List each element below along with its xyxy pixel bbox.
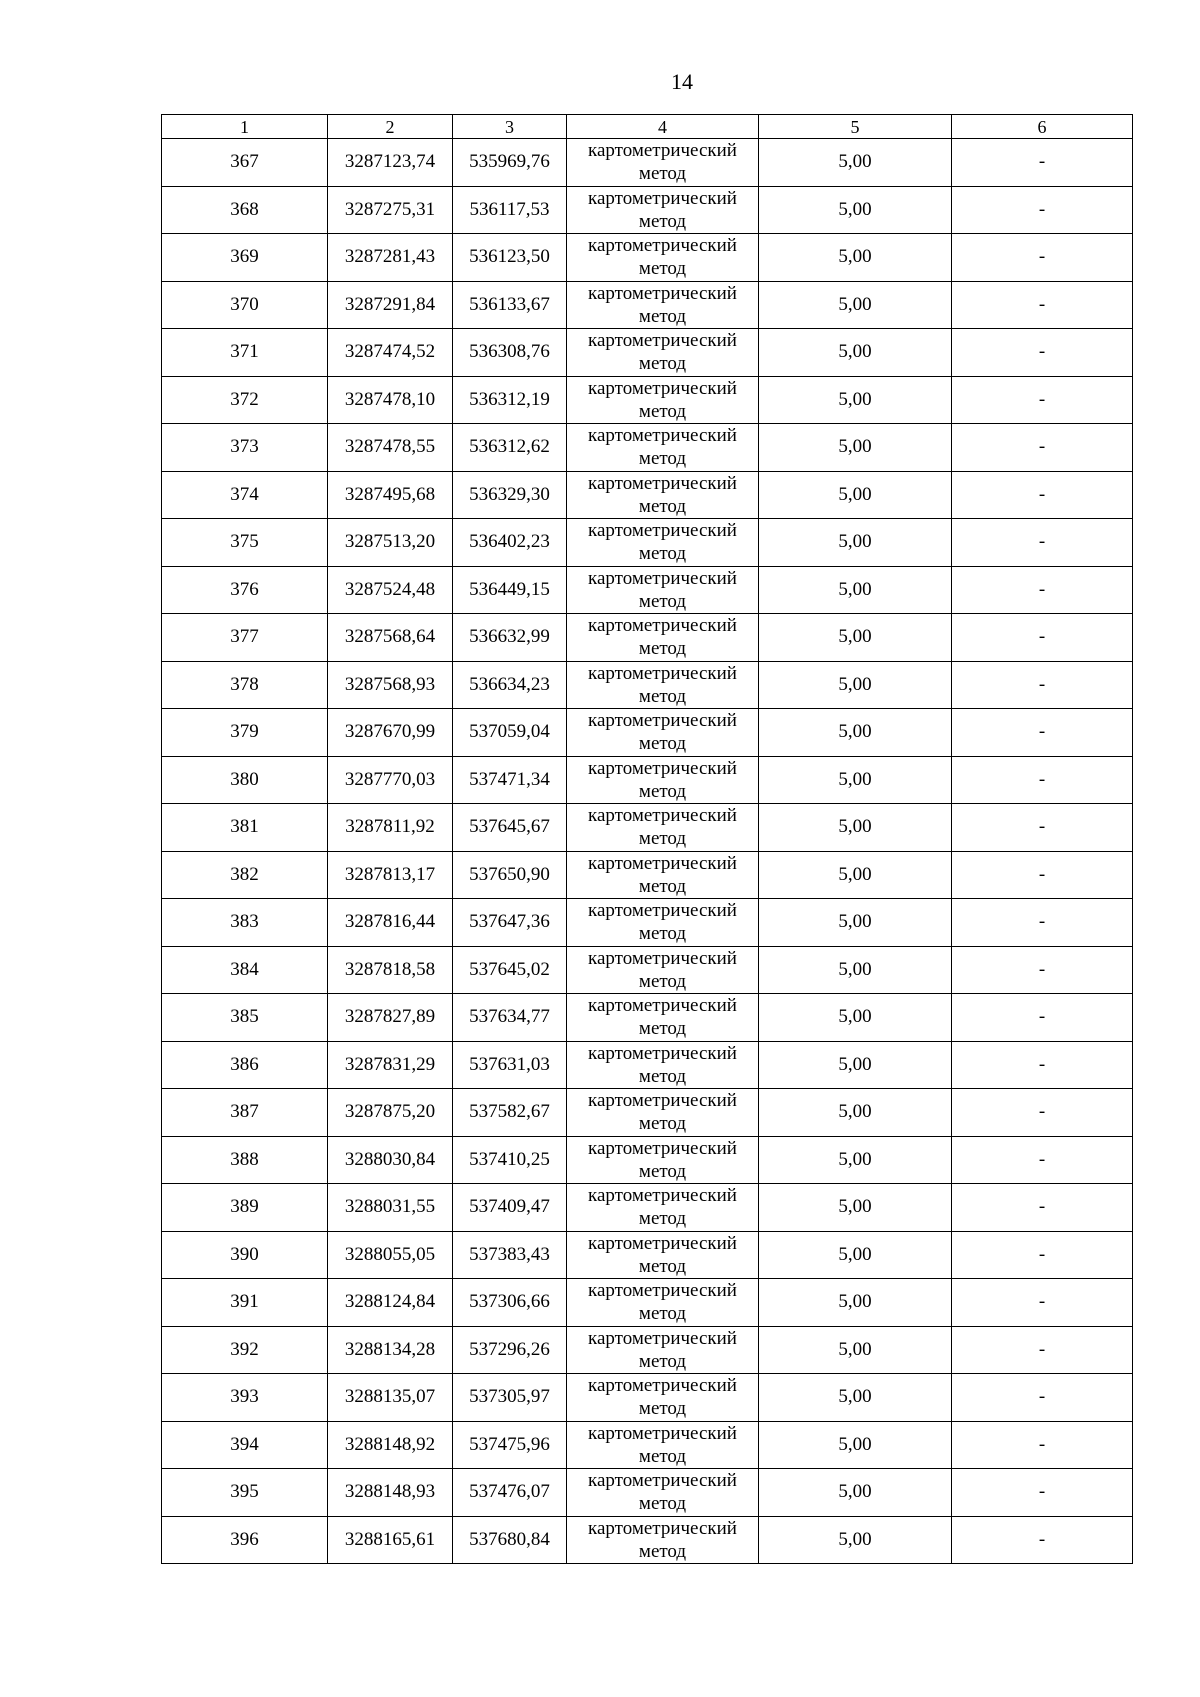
y-coordinate-cell: 536449,15 [453,566,567,614]
method-line1: картометрический [588,805,737,827]
point-number-cell: 391 [162,1279,328,1327]
method-line2: метод [638,400,687,422]
accuracy-cell: 5,00 [759,1516,952,1564]
y-coordinate-cell: 537475,96 [453,1421,567,1469]
table-row [162,424,1133,472]
column-header: 3 [453,115,567,139]
method-line1: картометрический [588,425,737,447]
y-coordinate-cell: 536308,76 [453,329,567,377]
method-line1: картометрический [588,1375,737,1397]
x-coordinate-cell: 3287291,84 [328,281,453,329]
point-number-cell: 390 [162,1231,328,1279]
x-coordinate-cell: 3288124,84 [328,1279,453,1327]
note-cell: - [952,471,1133,519]
column-header: 4 [567,115,759,139]
method-cell [567,899,759,947]
note-cell: - [952,519,1133,567]
method-line1: картометрический [588,330,737,352]
method-cell [567,1184,759,1232]
accuracy-cell: 5,00 [759,1136,952,1184]
table-row [162,1279,1133,1327]
accuracy-cell: 5,00 [759,661,952,709]
note-cell: - [952,376,1133,424]
method-line2: метод [638,1493,687,1515]
table-row [162,566,1133,614]
method-cell [567,1231,759,1279]
method-line1: картометрический [588,1517,737,1539]
method-line2: метод [638,258,687,280]
table-row [162,1231,1133,1279]
method-line2: метод [638,305,687,327]
method-line1: картометрический [588,852,737,874]
method-line2: метод [638,1255,687,1277]
method-line1: картометрический [588,995,737,1017]
method-line1: картометрический [588,1232,737,1254]
method-line1: картометрический [588,662,737,684]
table-header-row [162,115,1133,139]
method-cell [567,1421,759,1469]
method-cell [567,994,759,1042]
table-row [162,851,1133,899]
table-row [162,804,1133,852]
note-cell: - [952,899,1133,947]
point-number-cell: 392 [162,1326,328,1374]
method-cell [567,234,759,282]
y-coordinate-cell: 537305,97 [453,1374,567,1422]
accuracy-cell: 5,00 [759,899,952,947]
point-number-cell: 388 [162,1136,328,1184]
note-cell: - [952,946,1133,994]
method-line2: метод [638,733,687,755]
method-line1: картометрический [588,567,737,589]
point-number-cell: 393 [162,1374,328,1422]
coordinates-table [161,114,1133,1564]
x-coordinate-cell: 3287670,99 [328,709,453,757]
x-coordinate-cell: 3287478,10 [328,376,453,424]
method-cell [567,1279,759,1327]
note-cell: - [952,186,1133,234]
y-coordinate-cell: 537059,04 [453,709,567,757]
accuracy-cell: 5,00 [759,139,952,187]
method-line2: метод [638,163,687,185]
point-number-cell: 378 [162,661,328,709]
y-coordinate-cell: 536402,23 [453,519,567,567]
table-row [162,614,1133,662]
x-coordinate-cell: 3287478,55 [328,424,453,472]
note-cell: - [952,614,1133,662]
method-cell [567,756,759,804]
accuracy-cell: 5,00 [759,1041,952,1089]
note-cell: - [952,1326,1133,1374]
note-cell: - [952,1231,1133,1279]
point-number-cell: 368 [162,186,328,234]
x-coordinate-cell: 3287875,20 [328,1089,453,1137]
x-coordinate-cell: 3287513,20 [328,519,453,567]
method-line1: картометрический [588,472,737,494]
method-cell [567,1136,759,1184]
point-number-cell: 372 [162,376,328,424]
column-header: 2 [328,115,453,139]
method-line2: метод [638,1018,687,1040]
x-coordinate-cell: 3287275,31 [328,186,453,234]
point-number-cell: 375 [162,519,328,567]
point-number-cell: 373 [162,424,328,472]
x-coordinate-cell: 3287770,03 [328,756,453,804]
table-row [162,1326,1133,1374]
method-line1: картометрический [588,1090,737,1112]
y-coordinate-cell: 536312,19 [453,376,567,424]
x-coordinate-cell: 3288134,28 [328,1326,453,1374]
accuracy-cell: 5,00 [759,1231,952,1279]
table-row [162,1184,1133,1232]
method-cell [567,1469,759,1517]
accuracy-cell: 5,00 [759,1089,952,1137]
table-row [162,281,1133,329]
table-row [162,1469,1133,1517]
point-number-cell: 386 [162,1041,328,1089]
y-coordinate-cell: 537680,84 [453,1516,567,1564]
note-cell: - [952,1374,1133,1422]
y-coordinate-cell: 537647,36 [453,899,567,947]
method-line2: метод [638,1208,687,1230]
method-line2: метод [638,780,687,802]
note-cell: - [952,1136,1133,1184]
y-coordinate-cell: 535969,76 [453,139,567,187]
y-coordinate-cell: 537410,25 [453,1136,567,1184]
accuracy-cell: 5,00 [759,234,952,282]
accuracy-cell: 5,00 [759,994,952,1042]
method-line1: картометрический [588,1042,737,1064]
y-coordinate-cell: 537634,77 [453,994,567,1042]
note-cell: - [952,234,1133,282]
accuracy-cell: 5,00 [759,519,952,567]
method-line2: метод [638,590,687,612]
note-cell: - [952,281,1133,329]
method-cell [567,614,759,662]
x-coordinate-cell: 3288148,93 [328,1469,453,1517]
x-coordinate-cell: 3287495,68 [328,471,453,519]
note-cell: - [952,1279,1133,1327]
accuracy-cell: 5,00 [759,1469,952,1517]
note-cell: - [952,329,1133,377]
table-body [162,139,1133,1564]
method-line2: метод [638,448,687,470]
note-cell: - [952,709,1133,757]
method-line1: картометрический [588,1327,737,1349]
table-row [162,946,1133,994]
method-line2: метод [638,543,687,565]
point-number-cell: 381 [162,804,328,852]
method-line2: метод [638,970,687,992]
method-line1: картометрический [588,377,737,399]
point-number-cell: 369 [162,234,328,282]
method-line2: метод [638,210,687,232]
x-coordinate-cell: 3288165,61 [328,1516,453,1564]
point-number-cell: 379 [162,709,328,757]
method-line2: метод [638,1445,687,1467]
method-line1: картометрический [588,187,737,209]
x-coordinate-cell: 3287474,52 [328,329,453,377]
accuracy-cell: 5,00 [759,804,952,852]
x-coordinate-cell: 3287818,58 [328,946,453,994]
method-line2: метод [638,1113,687,1135]
y-coordinate-cell: 537306,66 [453,1279,567,1327]
point-number-cell: 387 [162,1089,328,1137]
method-cell [567,1326,759,1374]
point-number-cell: 371 [162,329,328,377]
accuracy-cell: 5,00 [759,756,952,804]
y-coordinate-cell: 536117,53 [453,186,567,234]
accuracy-cell: 5,00 [759,1374,952,1422]
x-coordinate-cell: 3288148,92 [328,1421,453,1469]
method-line2: метод [638,1540,687,1562]
x-coordinate-cell: 3288031,55 [328,1184,453,1232]
point-number-cell: 394 [162,1421,328,1469]
accuracy-cell: 5,00 [759,424,952,472]
point-number-cell: 380 [162,756,328,804]
note-cell: - [952,1041,1133,1089]
method-line2: метод [638,685,687,707]
column-header: 5 [759,115,952,139]
point-number-cell: 384 [162,946,328,994]
y-coordinate-cell: 537650,90 [453,851,567,899]
point-number-cell: 374 [162,471,328,519]
table-row [162,899,1133,947]
accuracy-cell: 5,00 [759,329,952,377]
accuracy-cell: 5,00 [759,1421,952,1469]
method-line2: метод [638,638,687,660]
method-cell [567,709,759,757]
note-cell: - [952,424,1133,472]
point-number-cell: 383 [162,899,328,947]
method-line2: метод [638,1303,687,1325]
table-row [162,1041,1133,1089]
table-row [162,471,1133,519]
method-cell [567,1041,759,1089]
y-coordinate-cell: 536312,62 [453,424,567,472]
table-row [162,376,1133,424]
method-cell [567,661,759,709]
y-coordinate-cell: 537296,26 [453,1326,567,1374]
accuracy-cell: 5,00 [759,851,952,899]
note-cell: - [952,1516,1133,1564]
method-line1: картометрический [588,615,737,637]
method-line1: картометрический [588,140,737,162]
method-cell [567,1089,759,1137]
y-coordinate-cell: 537383,43 [453,1231,567,1279]
x-coordinate-cell: 3287568,93 [328,661,453,709]
note-cell: - [952,1469,1133,1517]
point-number-cell: 376 [162,566,328,614]
point-number-cell: 382 [162,851,328,899]
note-cell: - [952,1089,1133,1137]
method-line2: метод [638,923,687,945]
table-row [162,329,1133,377]
y-coordinate-cell: 537645,67 [453,804,567,852]
point-number-cell: 395 [162,1469,328,1517]
x-coordinate-cell: 3287831,29 [328,1041,453,1089]
method-line2: метод [638,1350,687,1372]
method-cell [567,281,759,329]
table-row [162,1089,1133,1137]
y-coordinate-cell: 536634,23 [453,661,567,709]
method-cell [567,804,759,852]
method-cell [567,519,759,567]
table-row [162,1374,1133,1422]
x-coordinate-cell: 3287123,74 [328,139,453,187]
x-coordinate-cell: 3287813,17 [328,851,453,899]
accuracy-cell: 5,00 [759,281,952,329]
table-row [162,1421,1133,1469]
column-header: 6 [952,115,1133,139]
table-row [162,234,1133,282]
y-coordinate-cell: 537409,47 [453,1184,567,1232]
table-row [162,1516,1133,1564]
method-line1: картометрический [588,1470,737,1492]
note-cell: - [952,1184,1133,1232]
accuracy-cell: 5,00 [759,1326,952,1374]
method-line1: картометрический [588,1185,737,1207]
note-cell: - [952,566,1133,614]
method-line2: метод [638,353,687,375]
method-line2: метод [638,875,687,897]
method-line1: картометрический [588,520,737,542]
method-line1: картометрический [588,710,737,732]
accuracy-cell: 5,00 [759,1279,952,1327]
y-coordinate-cell: 537476,07 [453,1469,567,1517]
method-line2: метод [638,495,687,517]
method-cell [567,946,759,994]
y-coordinate-cell: 536123,50 [453,234,567,282]
point-number-cell: 370 [162,281,328,329]
point-number-cell: 389 [162,1184,328,1232]
note-cell: - [952,756,1133,804]
y-coordinate-cell: 536632,99 [453,614,567,662]
y-coordinate-cell: 537582,67 [453,1089,567,1137]
accuracy-cell: 5,00 [759,471,952,519]
method-cell [567,424,759,472]
method-cell [567,1374,759,1422]
x-coordinate-cell: 3287816,44 [328,899,453,947]
method-line1: картометрический [588,235,737,257]
note-cell: - [952,994,1133,1042]
method-line1: картометрический [588,757,737,779]
y-coordinate-cell: 537631,03 [453,1041,567,1089]
page-number: 14 [671,69,693,94]
method-line1: картометрический [588,1280,737,1302]
x-coordinate-cell: 3287811,92 [328,804,453,852]
method-line1: картометрический [588,900,737,922]
method-cell [567,376,759,424]
accuracy-cell: 5,00 [759,1184,952,1232]
method-cell [567,1516,759,1564]
x-coordinate-cell: 3287568,64 [328,614,453,662]
accuracy-cell: 5,00 [759,946,952,994]
accuracy-cell: 5,00 [759,376,952,424]
point-number-cell: 385 [162,994,328,1042]
table-row [162,661,1133,709]
accuracy-cell: 5,00 [759,566,952,614]
method-cell [567,851,759,899]
method-line2: метод [638,828,687,850]
accuracy-cell: 5,00 [759,614,952,662]
table-row [162,756,1133,804]
method-cell [567,471,759,519]
method-cell [567,329,759,377]
x-coordinate-cell: 3288055,05 [328,1231,453,1279]
column-header: 1 [162,115,328,139]
point-number-cell: 377 [162,614,328,662]
note-cell: - [952,851,1133,899]
y-coordinate-cell: 537471,34 [453,756,567,804]
y-coordinate-cell: 537645,02 [453,946,567,994]
method-line2: метод [638,1398,687,1420]
method-cell [567,139,759,187]
note-cell: - [952,1421,1133,1469]
method-line2: метод [638,1065,687,1087]
method-line1: картометрический [588,1422,737,1444]
table-row [162,139,1133,187]
note-cell: - [952,661,1133,709]
x-coordinate-cell: 3288135,07 [328,1374,453,1422]
point-number-cell: 367 [162,139,328,187]
table-row [162,1136,1133,1184]
table-row [162,994,1133,1042]
x-coordinate-cell: 3288030,84 [328,1136,453,1184]
x-coordinate-cell: 3287281,43 [328,234,453,282]
method-line1: картометрический [588,947,737,969]
y-coordinate-cell: 536329,30 [453,471,567,519]
note-cell: - [952,139,1133,187]
note-cell: - [952,804,1133,852]
method-line2: метод [638,1160,687,1182]
method-cell [567,566,759,614]
method-line1: картометрический [588,1137,737,1159]
point-number-cell: 396 [162,1516,328,1564]
method-cell [567,186,759,234]
table-row [162,186,1133,234]
method-line1: картометрический [588,282,737,304]
y-coordinate-cell: 536133,67 [453,281,567,329]
x-coordinate-cell: 3287524,48 [328,566,453,614]
x-coordinate-cell: 3287827,89 [328,994,453,1042]
accuracy-cell: 5,00 [759,709,952,757]
table-row [162,709,1133,757]
table-row [162,519,1133,567]
accuracy-cell: 5,00 [759,186,952,234]
